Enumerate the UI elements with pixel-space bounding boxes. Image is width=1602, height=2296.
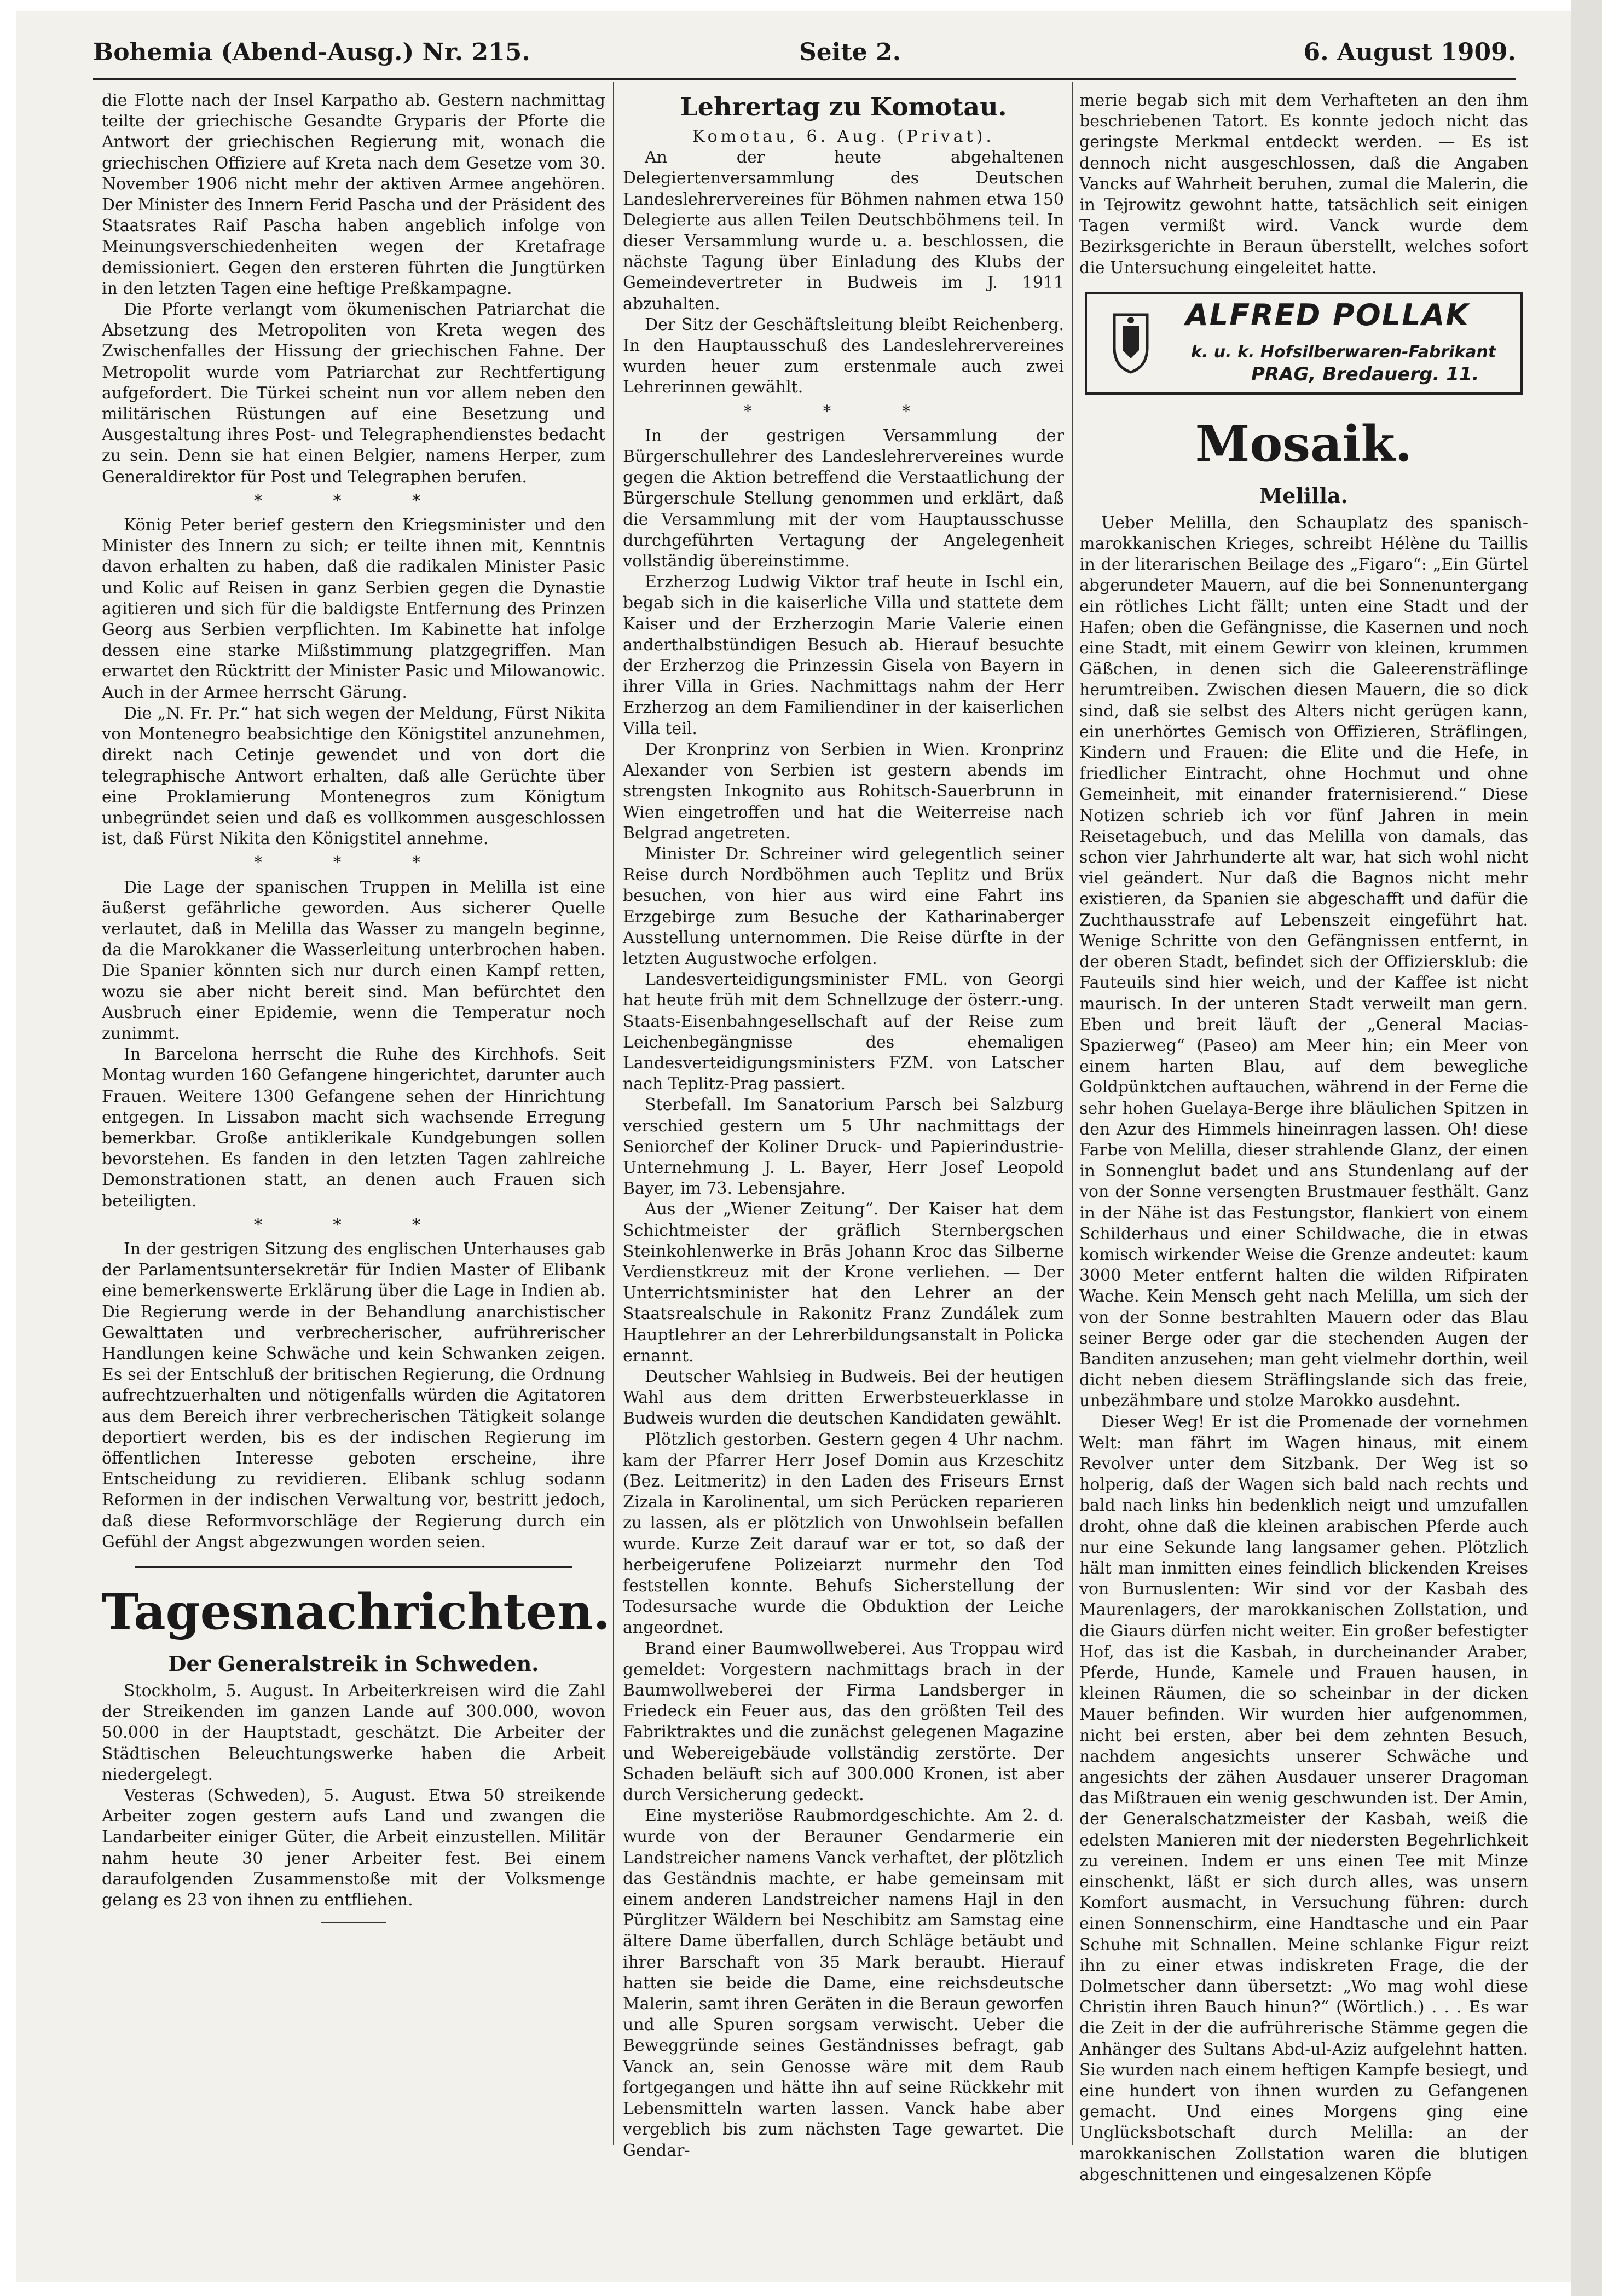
column-3 bbox=[1079, 90, 1528, 2185]
column-divider-1 bbox=[613, 82, 614, 2145]
header-date: 6. August 1909. bbox=[1303, 38, 1516, 66]
article-paragraph: Der Sitz der Geschäftsleitung bleibt Reichenberg. In den Hauptausschuß des Landeslehrervereines wurden heuer zum erstenmale auch zwei Lehrerinnen gewählt. bbox=[623, 315, 1064, 397]
article-paragraph: Stockholm, 5. August. In Arbeiterkreisen wird die Zahl der Streikenden im ganzen Lande auf 300.000, wovon 50.000 in der Hauptstadt, geschätzt. Die Arbeiter der Städtischen Beleuchtungswerke haben die Arbeit niedergelegt. bbox=[102, 1681, 605, 1784]
section-heading-tagesnachrichten: Tagesnachrichten. bbox=[102, 1583, 610, 1641]
advertisement-pollak bbox=[1085, 292, 1523, 395]
article-paragraph: merie begab sich mit dem Verhafteten an den ihm beschriebenen Tatort. Es konnte jedoch nicht das geringste Merkmal entdeckt werden. — Es ist dennoch nicht ausgeschlossen, daß die Angaben Vancks auf Wahrheit beruhen, zumal die Malerin, die in Tejrowitz gewohnt hatte, tatsächlich seit einigen Tagen vermißt wird. Vanck wurde dem Bezirksgerichte in Beraun überstellt, welches sofort die Untersuchung eingeleitet hatte. bbox=[1079, 91, 1528, 277]
article-paragraph: Erzherzog Ludwig Viktor traf heute in Ischl ein, begab sich in die kaiserliche Villa und stattete dem Kaiser und der Erzherzogin Marie Valerie einen anderthalbstündigen Besuch ab. Hierauf besuchte der Erzherzog die Prinzessin Gisela von Bayern in ihrer Villa in Gries. Nachmittags nahm der Herr Erzherzog an dem Familiendiner in der kaiserlichen Villa teil. bbox=[623, 572, 1064, 738]
ad-company-name: ALFRED POLLAK bbox=[1185, 297, 1470, 332]
article-paragraph: In der gestrigen Sitzung des englischen Unterhauses gab der Parlamentsuntersekretär für Indien Master of Elibank eine bemerkenswerte Erklärung über die Lage in Indien ab. Die Regierung werde in der Behandlung anarchistischer Gewalttaten und verbrecherischer, aufrührerischer Handlungen keine Schwäche und kein Schwanken zeigen. Es sei der Entschluß der britischen Regierung, die Ordnung aufrechtzuerhalten und nötigenfalls würden die Agitatoren aus dem Bereich ihrer verbrecherischen Tätigkeit solange deportiert werden, bis es der indischen Regierung im öffentlichen Interesse geboten erscheine, ihre Entscheidung zu revidieren. Elibank schlug sodann Reformen in der indischen Verwaltung vor, bestritt jedoch, daß diese Reformvorschläge der Regierung durch ein Gefühl der Angst abgezwungen worden seien. bbox=[102, 1239, 605, 1552]
article-paragraph: Brand einer Baumwollweberei. Aus Troppau wird gemeldet: Vorgestern nachmittags brach in der Baumwollweberei der Firma Landsberger in Friedeck ein Feuer aus, das den größten Teil des Fabriktraktes und die zunächst gelegenen Magazine und Webereigebäude vollständig zerstörte. Der Schaden beläuft sich auf 300.000 Kronen, ist aber durch Versicherung gedeckt. bbox=[623, 1639, 1064, 1805]
section-stars: * * * bbox=[253, 853, 454, 873]
article-paragraph: Dieser Weg! Er ist die Promenade der vornehmen Welt: man fährt im Wagen hinaus, mit einem Revolver unter dem Sitzbank. Der Weg ist so holperig, daß der Wagen sich bald nach rechts und bald nach links hin bedenklich neigt und umzufallen droht, ohne daß die kleinen arabischen Pferde auch nur eine Sekunde lang langsamer gehen. Plötzlich hält man inmitten eines feindlich blickenden Kreises von Burnuslenten: Wir sind vor der Kasbah des Maurenlagers, der marokkanischen Zollstation, und die Giaurs dürfen nicht weiter. Ein großer befestigter Hof, das ist die Kasbah, in durcheinander Araber, Pferde, Hunde, Kamele und Frauen hausen, in kleinen Räumen, die so scheinbar in der dicken Mauer befinden. Wir wurden hier aufgenommen, nicht bei ersten, aber bei dem zehnten Besuch, nachdem angesichts unserer Schwäche und angesichts der zähen Ausdauer unserer Dragoman das Mißtrauen ein wenig geschwunden ist. Der Amin, der Generalschatzmeister der Kasbah, weiß die edelsten Manieren mit der niedersten Begehrlichkeit zu vereinen. Indem er uns einen Tee mit Minze einschenkt, läßt er sich durch alles, was unsern Komfort ausmacht, in Versuchung führen: durch einen Sonnenschirm, eine Handtasche und ein Paar Schuhe mit Schnallen. Meine schlanke Figur reizt ihn zu einer etwas indiskreten Frage, die der Dolmetscher dann übersetzt: „Wo mag wohl diese Christin ihren Bauch hinun?“ (Wörtlich.) . . . Es war die Zeit in der die aufrührerische Stämme gegen die Anhänger des Sultans Abd-ul-Aziz aufgelehnt hatten. Sie wurden nach einem heftigen Kampfe besiegt, und eine hundert von ihnen wurden zu Gefangenen gemacht. Und eines Morgens ging eine Unglücksbotschaft durch Melilla: an der marokkanischen Zollstation waren die blutigen abgeschnittenen und eingesalzenen Köpfe bbox=[1079, 1412, 1528, 2184]
section-rule bbox=[135, 1566, 572, 1568]
article-paragraph: Der Kronprinz von Serbien in Wien. Kronprinz Alexander von Serbien ist gestern abends im strengsten Inkognito aus Rohitsch-Sauerbrunn in Wien eingetroffen und hat die Weiterreise nach Belgrad angetreten. bbox=[623, 739, 1064, 843]
article-paragraph: die Flotte nach der Insel Karpatho ab. Gestern nachmittag teilte der griechische Gesandte Gryparis der Pforte die Antwort der griechischen Regierung mit, wonach die griechischen Offiziere auf Kreta nach dem Gesetze vom 30. November 1906 nicht mehr der aktiven Armee angehören. Der Minister des Innern Ferid Pascha und der Präsident des Staatsrates Raif Pascha haben angeblich infolge von Meinungsverschiedenheiten wegen der Kretafrage demissioniert. Gegen den ersteren führten die Jungtürken in den letzten Tagen eine heftige Preßkampagne. bbox=[102, 91, 605, 298]
article-heading: Der Generalstreik in Schweden. bbox=[168, 1651, 539, 1676]
ad-company-address: PRAG, Bredauerg. 11. bbox=[1251, 363, 1479, 385]
article-heading: Lehrertag zu Komotau. bbox=[680, 92, 1007, 122]
article-paragraph: Vesteras (Schweden), 5. August. Etwa 50 streikende Arbeiter zogen gestern aufs Land und zwangen die Landarbeiter einiger Güter, die Arbeit einzustellen. Militär nahm heute 30 jener Arbeiter fest. Bei einem daraufolgenden Zusammenstoße mit der Volksmenge gelang es 23 von ihnen zu entfliehen. bbox=[102, 1786, 605, 1910]
column-1 bbox=[102, 90, 610, 1934]
article-paragraph: In Barcelona herrscht die Ruhe des Kirchhofs. Seit Montag wurden 160 Gefangene hingerichtet, darunter auch Frauen. Weitere 1300 Gefangene sehen der Hinrichtung entgegen. In Lissabon macht sich wachsende Erregung bemerkbar. Große antiklerikale Kundgebungen sollen bevorstehen. Es fanden in den letzten Tagen zahlreiche Demonstrationen statt, an denen auch Frauen sich beteiligten. bbox=[102, 1045, 605, 1211]
article-paragraph: Ueber Melilla, den Schauplatz des spanisch-marokkanischen Krieges, schreibt Hélène du Taillis in der literarischen Beilage des „Figaro“: „Ein Gürtel abgerundeter Mauern, auf die bei Sonnenuntergang ein rötliches Licht fällt; unten eine Stadt und der Hafen; oben die Gefängnisse, die Kasernen und noch eine Stadt, mit einem Gewirr von kleinen, krummen Gäßchen, in denen sich die Galeerensträflinge herumtreiben. Zwischen diesen Mauern, die so dick sind, daß sie selbst des Alters nicht gerügen kann, ein unerhörtes Gemisch von Offizieren, Sträflingen, Kindern und Frauen: die Elite und die Hefe, in friedlicher Eintracht, ohne Hochmut und ohne Gemeinheit, mit einander fraternisierend.“ Diese Notizen schrieb ich vor fünf Jahren in mein Reisetagebuch, und das Melilla von damals, das schon vier Jahrhunderte alt war, hat sich wohl nicht viel geändert. Nur daß die Bagnos nicht mehr existieren, da Spanien sie abgeschafft und dafür die Zuchthausstrafe auf Lebenszeit eingeführt hat. Wenige Schritte von den Gefängnissen entfernt, in der oberen Stadt, befindet sich der Offiziersklub: die Fauteuils sind hier weich, und der Kaffee ist nicht maurisch. In der unteren Stadt verweilt man gern. Eben und breit läuft der „General Macias-Spazierweg“ (Paseo) am Meer hin; ein Meer von einem harten Blau, auf dem bewegliche Goldpünktchen auftauchen, während in der Ferne die sehr hohen Guelaya-Berge ihre bläulichen Spitzen in den Azur des Himmels hineinragen lassen. Oh! diese Farbe von Melilla, dieser strahlende Glanz, der einen in Sonnenglut badet und ans Stundenlang auf der von der Sonne versengten Brustmauer festhält. Ganz in der Nähe ist das Festungstor, flankiert von einem Schilderhaus und einer Schildwache, die in etwas komisch wirkender Weise die Grenze andeutet: kaum 3000 Meter entfernt halten die wilden Rifpiraten Wache. Kein Mensch geht nach Melilla, um sich der von der Sonne bestrahlten Mauern oder das Blau seiner Berge oder gar die stechenden Augen der Banditen anzusehen; man geht vielmehr dorthin, weil dicht neben diesem Sträflingslande sich das freie, unbezähmbare und stolze Marokko ausdehnt. bbox=[1079, 513, 1528, 1411]
ad-company-title: k. u. k. Hofsilberwaren-Fabrikant bbox=[1191, 342, 1496, 362]
section-stars: * * * bbox=[253, 1215, 454, 1235]
article-paragraph: Die Lage der spanischen Truppen in Melilla ist eine äußerst gefährliche geworden. Aus sicherer Quelle verlautet, daß in Melilla das Wasser zu mangeln beginne, da die Marokkaner die Wasserleitung unterbrochen haben. Die Spanier könnten sich nur durch einen Kampf retten, wozu sie aber nicht bereit sind. Man befürchtet den Ausbruch einer Epidemie, wenn die Temperatur noch zunimmt. bbox=[102, 877, 605, 1043]
header-page-number: Seite 2. bbox=[799, 38, 901, 66]
article-paragraph: Deutscher Wahlsieg in Budweis. Bei der heutigen Wahl aus dem dritten Erwerbsteuerklasse in Budweis wurden die deutschen Kandidaten gewählt. bbox=[623, 1367, 1064, 1429]
article-paragraph: Die Pforte verlangt vom ökumenischen Patriarchat die Absetzung des Metropoliten von Kreta wegen des Zwischenfalles der Hissung der griechischen Fahne. Der Metropolit wurde vom Patriarchat zur Rechtfertigung aufgefordert. Die Türkei scheint nun vor allem neben den militärischen Rüstungen auf eine Besetzung und Ausgestaltung ihres Post- und Telegraphendienstes bedacht zu sein. Denn sie hat einen Belgier, namens Herper, zum Generaldirektor für Post und Telegraphen berufen. bbox=[102, 300, 605, 487]
section-stars: * * * bbox=[743, 402, 944, 421]
coat-of-arms-icon bbox=[1103, 309, 1158, 375]
article-paragraph: In der gestrigen Versammlung der Bürgerschullehrer des Landeslehrervereines wurde gegen die Aktion betreffend die Verstaatlichung der Bürgerschule Stellung genommen und erklärt, daß die Versammlung mit der vom Hauptausschusse durchgeführten Vertagung der Angelegenheit vollständig übereinstimme. bbox=[623, 426, 1064, 571]
article-paragraph: Aus der „Wiener Zeitung“. Der Kaiser hat dem Schichtmeister der gräflich Sternbergschen Steinkohlenwerke in Brās Johann Kroc das Silberne Verdienstkreuz mit der Krone verliehen. — Der Unterrichtsminister hat den Lehrer an der Staatsrealschule in Rakonitz Franz Zundálek zum Hauptlehrer an der Lehrerbildungsanstalt in Policka ernannt. bbox=[623, 1200, 1064, 1366]
article-paragraph: König Peter berief gestern den Kriegsminister und den Minister des Innern zu sich; er teilte ihnen mit, Kenntnis davon erhalten zu haben, daß die radikalen Minister Pasic und Kolic auf Reisen in ganz Serbien gegen die Dynastie agitieren und sich für die baldigste Entfernung des Prinzen Georg aus Serbien verpflichten. Im Kabinette hat infolge dessen eine starke Mißstimmung platzgegriffen. Man erwartet den Rücktritt der Minister Pasic und Milowanowic. Auch in der Armee herrscht Gärung. bbox=[102, 516, 605, 702]
scan-edge bbox=[1571, 0, 1602, 2296]
article-paragraph: Plötzlich gestorben. Gestern gegen 4 Uhr nachm. kam der Pfarrer Herr Josef Domin aus Krzeschitz (Bez. Leitmeritz) in den Laden des Friseurs Ernst Zizala in Karolinental, um sich Perücken reparieren zu lassen, als er plötzlich von Unwohlsein befallen wurde. Kurze Zeit darauf war er tot, so daß der herbeigerufene Polizeiarzt nurmehr den Tod feststellen konnte. Behufs Sicherstellung der Todesursache wurde die Obduktion der Leiche angeordnet. bbox=[623, 1430, 1064, 1638]
header-publication: Bohemia (Abend-Ausg.) Nr. 215. bbox=[93, 38, 530, 66]
end-rule bbox=[321, 1922, 386, 1923]
article-heading: Melilla. bbox=[1259, 483, 1348, 508]
article-paragraph: Landesverteidigungsminister FML. von Georgi hat heute früh mit dem Schnellzuge der österr.-ung. Staats-Eisenbahngesellschaft auf der Reise zum Leichenbegängnisse des ehemaligen Landesverteidigungsministers FZM. von Latscher nach Teplitz-Prag passiert. bbox=[623, 970, 1064, 1094]
article-paragraph: Eine mysteriöse Raubmordgeschichte. Am 2. d. wurde von der Berauner Gendarmerie ein Landstreicher namens Vanck verhaftet, der plötzlich das Geständnis machte, er habe gemeinsam mit einem anderen Landstreicher namens Hajl in den Pürglitzer Wäldern bei Neschibitz am Samstag eine ältere Dame überfallen, durch Schläge betäubt und ihrer Barschaft von 35 Mark beraubt. Hierauf hatten sie beide die Dame, eine reichsdeutsche Malerin, samt ihren Geräten in die Beraun geworfen und alle Spuren sorgsam verwischt. Ueber die Beweggründe seines Geständnisses befragt, gab Vanck an, sein Genosse wäre mit dem Raub fortgegangen und hätte ihn auf seine Rückkehr mit Lebensmitteln warten lassen. Vanck habe aber vergeblich bis zum nächsten Tage gewartet. Die Gendar- bbox=[623, 1806, 1064, 2160]
article-paragraph: Sterbefall. Im Sanatorium Parsch bei Salzburg verschied gestern um 5 Uhr nachmittags der Seniorchef der Koliner Druck- und Papierindustrie-Unternehmung J. L. Bayer, Herr Josef Leopold Bayer, im 73. Lebensjahre. bbox=[623, 1095, 1064, 1199]
dateline: Komotau, 6. Aug. (Privat). bbox=[692, 127, 994, 146]
header-rule bbox=[93, 78, 1516, 80]
column-2 bbox=[623, 90, 1064, 2161]
page-header bbox=[93, 38, 1516, 77]
article-paragraph: An der heute abgehaltenen Delegiertenversammlung des Deutschen Landeslehrervereines für Böhmen nahmen etwa 150 Delegierte aus allen Teilen Deutschböhmens teil. In dieser Versammlung wurde u. a. beschlossen, die nächste Tagung über Einladung des Klubs der Gemeindevertreter in Budweis im J. 1911 abzuhalten. bbox=[623, 148, 1064, 314]
article-paragraph: Die „N. Fr. Pr.“ hat sich wegen der Meldung, Fürst Nikita von Montenegro beabsichtige den Königstitel anzunehmen, direkt nach Cetinje gewendet und von dort die telegraphische Antwort erhalten, daß alle Gerüchte über eine Proklamierung Montenegros zum Königtum unbegründet seien und daß es vollkommen ausgeschlossen ist, daß Fürst Nikita den Königstitel annehme. bbox=[102, 703, 605, 849]
column-divider-2 bbox=[1072, 82, 1073, 2145]
article-paragraph: Minister Dr. Schreiner wird gelegentlich seiner Reise durch Nordböhmen auch Teplitz und Brüx besuchen, von hier aus wird eine Fahrt ins Erzgebirge zum Besuche der Katharinaberger Ausstellung unternommen. Die Reise dürfte in der letzten Augustwoche erfolgen. bbox=[623, 844, 1064, 968]
section-stars: * * * bbox=[253, 491, 454, 511]
section-heading-mosaik: Mosaik. bbox=[1195, 414, 1413, 473]
